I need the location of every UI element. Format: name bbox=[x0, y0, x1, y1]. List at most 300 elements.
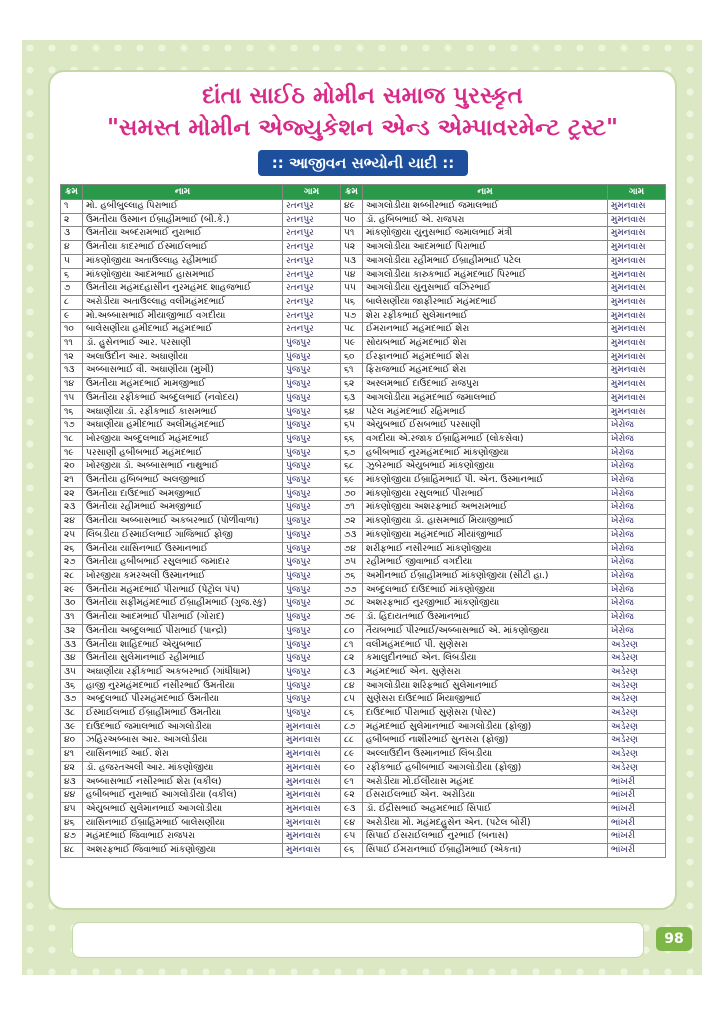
left-member-name: હાજી નુરમહંમદભાઈ નસીરભાઈ ઉમતીયા bbox=[83, 679, 283, 693]
right-member-number: ૬૨ bbox=[341, 378, 363, 392]
table-row bbox=[61, 391, 666, 405]
left-member-village: મુમનવાસ bbox=[283, 789, 341, 803]
right-member-name: સિપાઈ ઈમરાનભાઈ ઈબ્રાહીમભાઈ (એકતા) bbox=[363, 844, 608, 858]
left-member-number: ૨૫ bbox=[61, 528, 83, 542]
left-member-number: ૨૬ bbox=[61, 542, 83, 556]
table-row bbox=[61, 569, 666, 583]
right-member-village: ખેરોજ bbox=[608, 487, 666, 501]
right-member-number: ૬૩ bbox=[341, 391, 363, 405]
table-row bbox=[61, 528, 666, 542]
right-member-village: ખેરોજ bbox=[608, 583, 666, 597]
table-row bbox=[61, 761, 666, 775]
title-line-2: "સમસ્ત મોમીન એજ્યુકેશન એન્ડ એમ્પાવરમેન્ટ ટ્રસ્ટ" bbox=[106, 115, 619, 141]
right-member-number: ૫૮ bbox=[341, 323, 363, 337]
right-member-village: ખેરોજ bbox=[608, 611, 666, 625]
right-member-name: ડૉ. હબિબભાઈ એ. રાજપરા bbox=[363, 213, 608, 227]
right-member-name: માંકણોજીયા યુનુસભાઈ જમાલભાઈ મંત્રી bbox=[363, 227, 608, 241]
left-member-name: ઉમતીયા અબ્બાસભાઈ અકબરભાઈ (પોળીવાળા) bbox=[83, 515, 283, 529]
left-member-name: અઘાણીયા રફીકભાઈ અકબરભાઈ (ગાંધીધામ) bbox=[83, 665, 283, 679]
members-list-banner: :: આજીવન સભ્યોની યાદી :: bbox=[258, 150, 468, 176]
right-member-number: ૭૦ bbox=[341, 487, 363, 501]
right-member-village: મુમનવાસ bbox=[608, 200, 666, 214]
table-row bbox=[61, 707, 666, 721]
table-row bbox=[61, 268, 666, 282]
left-member-number: ૩૨ bbox=[61, 624, 83, 638]
left-member-number: ૧૨ bbox=[61, 350, 83, 364]
right-member-number: ૬૬ bbox=[341, 432, 363, 446]
left-member-village: મુમનવાસ bbox=[283, 734, 341, 748]
right-member-village: ભાંખરી bbox=[608, 844, 666, 858]
right-member-name: માંકણોજીયા અશરફભાઈ અભરામભાઈ bbox=[363, 501, 608, 515]
table-row bbox=[61, 720, 666, 734]
left-member-village: પુંજપુર bbox=[283, 364, 341, 378]
left-member-name: ખોરજીયા ડૉ. અબ્બાસભાઈ નાથુભાઈ bbox=[83, 460, 283, 474]
left-member-number: ૩ bbox=[61, 227, 83, 241]
right-member-village: અડેરણ bbox=[608, 734, 666, 748]
right-member-village: ખેરોજ bbox=[608, 542, 666, 556]
left-member-name: મહંમદભાઈ જિવાભાઈ રાજપરા bbox=[83, 830, 283, 844]
table-row bbox=[61, 419, 666, 433]
right-member-number: ૭૯ bbox=[341, 611, 363, 625]
left-member-number: ૪૬ bbox=[61, 816, 83, 830]
right-member-village: મુમનવાસ bbox=[608, 241, 666, 255]
left-member-number: ૪૭ bbox=[61, 830, 83, 844]
page-background bbox=[22, 40, 702, 975]
right-member-name: બાલેસણીયા જાફીરભાઈ મહંમદભાઈ bbox=[363, 295, 608, 309]
left-member-village: પુંજપુર bbox=[283, 638, 341, 652]
right-member-village: અડેરણ bbox=[608, 720, 666, 734]
left-member-number: ૪૫ bbox=[61, 802, 83, 816]
left-member-number: ૨૪ bbox=[61, 515, 83, 529]
left-member-number: ૧૫ bbox=[61, 391, 83, 405]
right-member-name: શરીફભાઈ નસીરભાઈ માંકણોજીયા bbox=[363, 542, 608, 556]
left-member-village: રતનપુર bbox=[283, 213, 341, 227]
right-member-number: ૫૫ bbox=[341, 282, 363, 296]
left-member-village: પુંજપુર bbox=[283, 665, 341, 679]
right-member-name: આગલોડીયા યુનુસભાઈ વઝિરભાઈ bbox=[363, 282, 608, 296]
right-member-name: સિપાઈ ઈસરાઈલભાઈ નુરભાઈ (બનાસ) bbox=[363, 830, 608, 844]
left-member-village: પુંજપુર bbox=[283, 460, 341, 474]
right-member-village: ખેરોજ bbox=[608, 419, 666, 433]
right-member-name: અબ્દુલભાઈ દાઉદભાઈ માંકણોજીયા bbox=[363, 583, 608, 597]
right-member-name: ઈરફાનભાઈ મહંમદભાઈ શેરા bbox=[363, 350, 608, 364]
table-row bbox=[61, 679, 666, 693]
left-member-name: ઉમતીયા ઉસ્માન ઈબ્રાહીમભાઈ (બી.કે.) bbox=[83, 213, 283, 227]
right-member-village: મુમનવાસ bbox=[608, 350, 666, 364]
right-member-number: ૫૪ bbox=[341, 268, 363, 282]
left-member-name: ઉમતીયા હબીબભાઈ રસુલભાઈ જમાદાર bbox=[83, 556, 283, 570]
left-member-name: ઉમતીયા મહંમદહાસીન નુરમહંમદ શાહજભાઈ bbox=[83, 282, 283, 296]
left-member-number: ૯ bbox=[61, 309, 83, 323]
right-member-name: આગલોડીયા કારુકભાઈ મહંમદભાઈ પિરભાઈ bbox=[363, 268, 608, 282]
right-member-number: ૬૯ bbox=[341, 474, 363, 488]
members-table-body bbox=[61, 200, 666, 858]
right-member-number: ૯૧ bbox=[341, 775, 363, 789]
right-member-name: માંકણોજીયા ઈબ્રાહિમભાઈ પી. એન. ઉસ્માનભાઈ bbox=[363, 474, 608, 488]
left-member-village: પુંજપુર bbox=[283, 405, 341, 419]
left-member-name: ડૉ. હુસેનભાઈ આર. પરસાણી bbox=[83, 337, 283, 351]
right-member-name: રહીમભાઈ જીવાભાઈ વગદીયા bbox=[363, 556, 608, 570]
left-member-village: રતનપુર bbox=[283, 295, 341, 309]
right-member-village: ખેરોજ bbox=[608, 515, 666, 529]
right-member-name: ઈમરાનભાઈ મહંમદભાઈ શેરા bbox=[363, 323, 608, 337]
left-member-number: ૩૫ bbox=[61, 665, 83, 679]
left-member-village: પુંજપુર bbox=[283, 446, 341, 460]
table-row bbox=[61, 200, 666, 214]
left-member-number: ૨૨ bbox=[61, 487, 83, 501]
right-member-village: ભાંખરી bbox=[608, 816, 666, 830]
right-member-name: માંકણોજીયા ડૉ. હાસમભાઈ મિયાજીભાઈ bbox=[363, 515, 608, 529]
table-row bbox=[61, 734, 666, 748]
left-member-name: અરોડીયા અતાઉલ્લાહ વલીમહંમદભાઈ bbox=[83, 295, 283, 309]
right-member-name: દાઉદભાઈ પીરાભાઈ સુણેસરા (પોસ્ટ) bbox=[363, 707, 608, 721]
table-row bbox=[61, 802, 666, 816]
left-member-name: મો.અબ્બાસભાઈ મીયાજીભાઈ વગદીયા bbox=[83, 309, 283, 323]
right-member-village: ખેરોજ bbox=[608, 624, 666, 638]
right-member-number: ૭૨ bbox=[341, 515, 363, 529]
table-row bbox=[61, 611, 666, 625]
right-member-village: ભાંખરી bbox=[608, 789, 666, 803]
left-member-village: મુમનવાસ bbox=[283, 748, 341, 762]
left-member-name: એયુબભાઈ સુલેમાનભાઈ આગલોડીયા bbox=[83, 802, 283, 816]
table-row bbox=[61, 816, 666, 830]
right-member-number: ૮૦ bbox=[341, 624, 363, 638]
left-member-name: ખોરજીયા અબ્દુલભાઈ મહંમદભાઈ bbox=[83, 432, 283, 446]
left-member-number: ૪૨ bbox=[61, 761, 83, 775]
header-village-left: ગામ bbox=[283, 185, 341, 200]
right-member-name: આગલોડીયા રહીમભાઈ ઈબ્રાહીમભાઈ પટેલ bbox=[363, 254, 608, 268]
right-member-name: ડૉ. હિદાયતભાઈ ઉસ્માનભાઈ bbox=[363, 611, 608, 625]
table-row bbox=[61, 337, 666, 351]
right-member-name: ઝુબેરભાઈ એયુબભાઈ માંકણોજીયા bbox=[363, 460, 608, 474]
left-member-name: બાલેસણીયા હમીદભાઈ મહંમદભાઈ bbox=[83, 323, 283, 337]
right-member-village: ખેરોજ bbox=[608, 501, 666, 515]
left-member-name: લિંબડીયા ઈસ્માઈલભાઈ ગાજિભાઈ ફોજી bbox=[83, 528, 283, 542]
footer-bar bbox=[72, 922, 644, 958]
left-member-village: પુંજપુર bbox=[283, 337, 341, 351]
left-member-village: રતનપુર bbox=[283, 309, 341, 323]
header-name-left: નામ bbox=[83, 185, 283, 200]
right-member-name: ફિરાજભાઈ મહંમદભાઈ શેરા bbox=[363, 364, 608, 378]
left-member-village: મુમનવાસ bbox=[283, 830, 341, 844]
right-member-name: અરોડીયા મો.ઈલીયાસ મહંમદ bbox=[363, 775, 608, 789]
right-member-name: શેરા રફીકભાઈ સુલેમાનભાઈ bbox=[363, 309, 608, 323]
left-member-number: ૨૧ bbox=[61, 474, 83, 488]
table-row bbox=[61, 213, 666, 227]
table-row bbox=[61, 775, 666, 789]
left-member-number: ૩૦ bbox=[61, 597, 83, 611]
right-member-village: ખેરોજ bbox=[608, 432, 666, 446]
right-member-number: ૭૬ bbox=[341, 569, 363, 583]
table-row bbox=[61, 624, 666, 638]
left-member-number: ૪ bbox=[61, 241, 83, 255]
left-member-number: ૩૪ bbox=[61, 652, 83, 666]
right-member-number: ૭૩ bbox=[341, 528, 363, 542]
right-member-name: આગલોડીયા શરિફભાઈ સુલેમાનભાઈ bbox=[363, 679, 608, 693]
right-member-name: વગદીયા એ.રજાક ઈબ્રાહિમભાઈ (લોકસેવા) bbox=[363, 432, 608, 446]
right-member-name: હબીબભાઈ નુરમહંમદભાઈ માંકણોજીયા bbox=[363, 446, 608, 460]
left-member-number: ૩૧ bbox=[61, 611, 83, 625]
left-member-name: અશરફભાઈ જિવાભાઈ માંકણોજીયા bbox=[83, 844, 283, 858]
right-member-village: મુમનવાસ bbox=[608, 227, 666, 241]
table-row bbox=[61, 282, 666, 296]
table-row bbox=[61, 460, 666, 474]
table-row bbox=[61, 652, 666, 666]
left-member-number: ૧૬ bbox=[61, 405, 83, 419]
left-member-number: ૧૧ bbox=[61, 337, 83, 351]
right-member-village: મુમનવાસ bbox=[608, 254, 666, 268]
right-member-number: ૬૮ bbox=[341, 460, 363, 474]
right-member-number: ૫૯ bbox=[341, 337, 363, 351]
table-row bbox=[61, 350, 666, 364]
table-row bbox=[61, 515, 666, 529]
left-member-name: દાઉદભાઈ જમાલભાઈ આગલોડીયા bbox=[83, 720, 283, 734]
table-row bbox=[61, 693, 666, 707]
left-member-number: ૮ bbox=[61, 295, 83, 309]
left-member-village: રતનપુર bbox=[283, 282, 341, 296]
header-name-right: નામ bbox=[363, 185, 608, 200]
left-member-name: ઉમતીયા અબ્દરામભાઈ નુરાભાઈ bbox=[83, 227, 283, 241]
left-member-number: ૪૦ bbox=[61, 734, 83, 748]
right-member-village: અડેરણ bbox=[608, 707, 666, 721]
left-member-number: ૪૩ bbox=[61, 775, 83, 789]
right-member-number: ૮૬ bbox=[341, 707, 363, 721]
right-member-name: પટેલ મહંમદભાઈ રહિમભાઈ bbox=[363, 405, 608, 419]
left-member-name: ઉમતીયા મહંમદભાઈ મામજીભાઈ bbox=[83, 378, 283, 392]
right-member-village: મુમનવાસ bbox=[608, 282, 666, 296]
right-member-village: ખેરોજ bbox=[608, 460, 666, 474]
table-row bbox=[61, 844, 666, 858]
left-member-village: પુંજપુર bbox=[283, 528, 341, 542]
left-member-name: માંકણોજીયા આદમભાઈ હાસમભાઈ bbox=[83, 268, 283, 282]
left-member-name: અબ્બાસભાઈ વી. અઘાણીયા (મુખી) bbox=[83, 364, 283, 378]
right-member-number: ૭૫ bbox=[341, 556, 363, 570]
right-member-village: ખેરોજ bbox=[608, 556, 666, 570]
left-member-village: પુંજપુર bbox=[283, 432, 341, 446]
right-member-name: મહંમદભાઈ સુલેમાનભાઈ આગલોડીયા (ફોજી) bbox=[363, 720, 608, 734]
right-member-name: માંકણોજીયા રસુલભાઈ પીરાભાઈ bbox=[363, 487, 608, 501]
right-member-number: ૭૭ bbox=[341, 583, 363, 597]
right-member-village: મુમનવાસ bbox=[608, 337, 666, 351]
right-member-number: ૮૭ bbox=[341, 720, 363, 734]
right-member-village: અડેરણ bbox=[608, 761, 666, 775]
right-member-village: ભાંખરી bbox=[608, 830, 666, 844]
header-no-right: ક્રમ bbox=[341, 185, 363, 200]
table-row bbox=[61, 583, 666, 597]
right-member-number: ૮૫ bbox=[341, 693, 363, 707]
left-member-village: પુંજપુર bbox=[283, 501, 341, 515]
left-member-name: ઉમતીયા હબિબભાઈ અલજીભાઈ bbox=[83, 474, 283, 488]
left-member-name: ઉમતીયા સફીમહંમદભાઈ ઈબ્રાહીમભાઈ (ગુજ.સ્કુ) bbox=[83, 597, 283, 611]
left-member-name: ડૉ. હજરતઅલી આર. માંકણોજીયા bbox=[83, 761, 283, 775]
right-member-name: ડૉ. ઈદ્રીસભાઈ અહમદભાઈ સિપાઈ bbox=[363, 802, 608, 816]
table-row bbox=[61, 665, 666, 679]
left-member-number: ૨૯ bbox=[61, 583, 83, 597]
right-member-number: ૮૮ bbox=[341, 734, 363, 748]
left-member-name: ઉમતીયા રહીમભાઈ અમજીભાઈ bbox=[83, 501, 283, 515]
right-member-number: ૫૦ bbox=[341, 213, 363, 227]
right-member-village: મુમનવાસ bbox=[608, 309, 666, 323]
right-member-name: આગલોડીયા આદમભાઈ પિરાભાઈ bbox=[363, 241, 608, 255]
table-row bbox=[61, 323, 666, 337]
right-member-village: મુમનવાસ bbox=[608, 213, 666, 227]
left-member-name: ઉમતીયા આદમભાઈ પીરાભાઈ (ગોરાદ) bbox=[83, 611, 283, 625]
right-member-number: ૬૧ bbox=[341, 364, 363, 378]
right-member-name: તૈયબભાઈ પીરભાઈ/અબ્બાસભાઈ એ. માંકણોજીયા bbox=[363, 624, 608, 638]
left-member-number: ૧૩ bbox=[61, 364, 83, 378]
right-member-number: ૮૩ bbox=[341, 665, 363, 679]
right-member-village: અડેરણ bbox=[608, 748, 666, 762]
left-member-number: ૧૭ bbox=[61, 419, 83, 433]
left-member-village: પુંજપુર bbox=[283, 556, 341, 570]
members-table bbox=[60, 184, 666, 858]
right-member-village: ખેરોજ bbox=[608, 446, 666, 460]
left-member-number: ૩૬ bbox=[61, 679, 83, 693]
table-row bbox=[61, 830, 666, 844]
table-header-row bbox=[61, 185, 666, 200]
left-member-village: રતનપુર bbox=[283, 254, 341, 268]
right-member-village: મુમનવાસ bbox=[608, 405, 666, 419]
table-row bbox=[61, 241, 666, 255]
left-member-village: પુંજપુર bbox=[283, 652, 341, 666]
left-member-village: મુમનવાસ bbox=[283, 844, 341, 858]
right-member-name: આગલોડીયા શબ્બીરભાઈ જમાલભાઈ bbox=[363, 200, 608, 214]
left-member-name: અઘાણીયા ડૉ. રફીકભાઈ કાસમભાઈ bbox=[83, 405, 283, 419]
left-member-village: રતનપુર bbox=[283, 268, 341, 282]
table-row bbox=[61, 405, 666, 419]
right-member-name: હબીબભાઈ નાશીરભાઈ સુનસરા (ફોજી) bbox=[363, 734, 608, 748]
right-member-village: ખેરોજ bbox=[608, 474, 666, 488]
left-member-number: ૧૮ bbox=[61, 432, 83, 446]
right-member-village: ખેરોજ bbox=[608, 528, 666, 542]
table-row bbox=[61, 789, 666, 803]
right-member-number: ૯૦ bbox=[341, 761, 363, 775]
left-member-name: ઉમતીયા રફીકભાઈ અબ્દુલભાઈ (નવોદય) bbox=[83, 391, 283, 405]
left-member-number: ૧૯ bbox=[61, 446, 83, 460]
table-row bbox=[61, 295, 666, 309]
right-member-number: ૮૪ bbox=[341, 679, 363, 693]
right-member-village: ખેરોજ bbox=[608, 569, 666, 583]
right-member-village: મુમનવાસ bbox=[608, 378, 666, 392]
right-member-name: સોયબભાઈ મહંમદભાઈ શેરા bbox=[363, 337, 608, 351]
right-member-village: ભાંખરી bbox=[608, 802, 666, 816]
left-member-village: પુંજપુર bbox=[283, 350, 341, 364]
right-member-number: ૫૩ bbox=[341, 254, 363, 268]
right-member-village: મુમનવાસ bbox=[608, 323, 666, 337]
right-member-name: આગલોડીયા મહંમદભાઈ જમાલભાઈ bbox=[363, 391, 608, 405]
left-member-village: પુંજપુર bbox=[283, 378, 341, 392]
table-row bbox=[61, 542, 666, 556]
left-member-village: રતનપુર bbox=[283, 227, 341, 241]
left-member-name: અબ્દુલભાઈ પીરમહંમદભાઈ ઉમતીયા bbox=[83, 693, 283, 707]
header-no-left: ક્રમ bbox=[61, 185, 83, 200]
left-member-name: મો. હબીબુલ્લાહ પિરાભાઈ bbox=[83, 200, 283, 214]
left-member-village: પુંજપુર bbox=[283, 707, 341, 721]
left-member-village: રતનપુર bbox=[283, 200, 341, 214]
left-member-village: પુંજપુર bbox=[283, 542, 341, 556]
left-member-name: ઉમતીયા યાસિનભાઈ ઉસ્માનભાઈ bbox=[83, 542, 283, 556]
right-member-number: ૮૧ bbox=[341, 638, 363, 652]
title-line-1: દાંતા સાઈઠ મોમીન સમાજ પુરસ્કૃત bbox=[202, 83, 523, 109]
left-member-village: પુંજપુર bbox=[283, 474, 341, 488]
left-member-number: ૩૩ bbox=[61, 638, 83, 652]
right-member-number: ૬૪ bbox=[341, 405, 363, 419]
left-member-village: પુંજપુર bbox=[283, 583, 341, 597]
right-member-number: ૭૪ bbox=[341, 542, 363, 556]
right-member-name: અરોડીયા મો. મહંમદહુસેન એન. (પટેલ બોરી) bbox=[363, 816, 608, 830]
right-member-number: ૯૨ bbox=[341, 789, 363, 803]
table-row bbox=[61, 597, 666, 611]
left-member-number: ૨૭ bbox=[61, 556, 83, 570]
left-member-number: ૨૮ bbox=[61, 569, 83, 583]
left-member-village: મુમનવાસ bbox=[283, 720, 341, 734]
right-member-village: મુમનવાસ bbox=[608, 364, 666, 378]
left-member-number: ૨૦ bbox=[61, 460, 83, 474]
left-member-name: ઉમતીયા મહંમદભાઈ પીરાભાઈ (પેટ્રોલ પંપ) bbox=[83, 583, 283, 597]
left-member-village: મુમનવાસ bbox=[283, 802, 341, 816]
table-row bbox=[61, 487, 666, 501]
right-member-village: અડેરણ bbox=[608, 693, 666, 707]
left-member-village: પુંજપુર bbox=[283, 624, 341, 638]
right-member-number: ૬૦ bbox=[341, 350, 363, 364]
right-member-name: વલીમહંમદભાઈ પી. સુણેસરા bbox=[363, 638, 608, 652]
left-member-number: ૧ bbox=[61, 200, 83, 214]
left-member-name: યાસિનભાઈ ઈબ્રાહિમભાઈ બાલેસણીયા bbox=[83, 816, 283, 830]
right-member-number: ૭૮ bbox=[341, 597, 363, 611]
left-member-number: ૩૮ bbox=[61, 707, 83, 721]
right-member-village: અડેરણ bbox=[608, 665, 666, 679]
right-member-village: અડેરણ bbox=[608, 679, 666, 693]
right-member-number: ૫૨ bbox=[341, 241, 363, 255]
left-member-village: પુંજપુર bbox=[283, 487, 341, 501]
left-member-number: ૨ bbox=[61, 213, 83, 227]
left-member-number: ૧૪ bbox=[61, 378, 83, 392]
table-row bbox=[61, 227, 666, 241]
right-member-name: માંકણોજીયા મહંમદભાઈ મીયાંજીભાઈ bbox=[363, 528, 608, 542]
table-row bbox=[61, 432, 666, 446]
table-row bbox=[61, 748, 666, 762]
right-member-number: ૫૬ bbox=[341, 295, 363, 309]
left-member-name: અબ્બાસભાઈ નસીરભાઈ શેરા (વકીલ) bbox=[83, 775, 283, 789]
left-member-name: માંકણોજીયા અતાઉલ્લાહ રહીમભાઈ bbox=[83, 254, 283, 268]
right-member-number: ૮૯ bbox=[341, 748, 363, 762]
right-member-name: અલ્લાઉદીન ઉસ્માનભાઈ લિંબડીયા bbox=[363, 748, 608, 762]
right-member-village: અડેરણ bbox=[608, 638, 666, 652]
left-member-village: પુંજપુર bbox=[283, 611, 341, 625]
left-member-name: ઉમતીયા શાહિદભાઈ એયુબભાઈ bbox=[83, 638, 283, 652]
table-row bbox=[61, 638, 666, 652]
left-member-number: ૩૯ bbox=[61, 720, 83, 734]
table-row bbox=[61, 446, 666, 460]
right-member-village: અડેરણ bbox=[608, 652, 666, 666]
left-member-number: ૬ bbox=[61, 268, 83, 282]
left-member-village: રતનપુર bbox=[283, 323, 341, 337]
left-member-village: પુંજપુર bbox=[283, 515, 341, 529]
table-row bbox=[61, 364, 666, 378]
right-member-name: સુણેસરા દાઉદભાઈ મિયાજીભાઈ bbox=[363, 693, 608, 707]
right-member-number: ૯૬ bbox=[341, 844, 363, 858]
left-member-village: પુંજપુર bbox=[283, 391, 341, 405]
left-member-village: રતનપુર bbox=[283, 241, 341, 255]
page-number-badge: 98 bbox=[656, 927, 692, 951]
right-member-number: ૯૪ bbox=[341, 816, 363, 830]
table-row bbox=[61, 378, 666, 392]
left-member-name: ઉમતીયા સુલેમાનભાઈ રહીમભાઈ bbox=[83, 652, 283, 666]
table-row bbox=[61, 254, 666, 268]
left-member-number: ૪૪ bbox=[61, 789, 83, 803]
left-member-name: ઉમતીયા કાદરભાઈ ઈસ્માઈલભાઈ bbox=[83, 241, 283, 255]
left-member-village: પુંજપુર bbox=[283, 679, 341, 693]
